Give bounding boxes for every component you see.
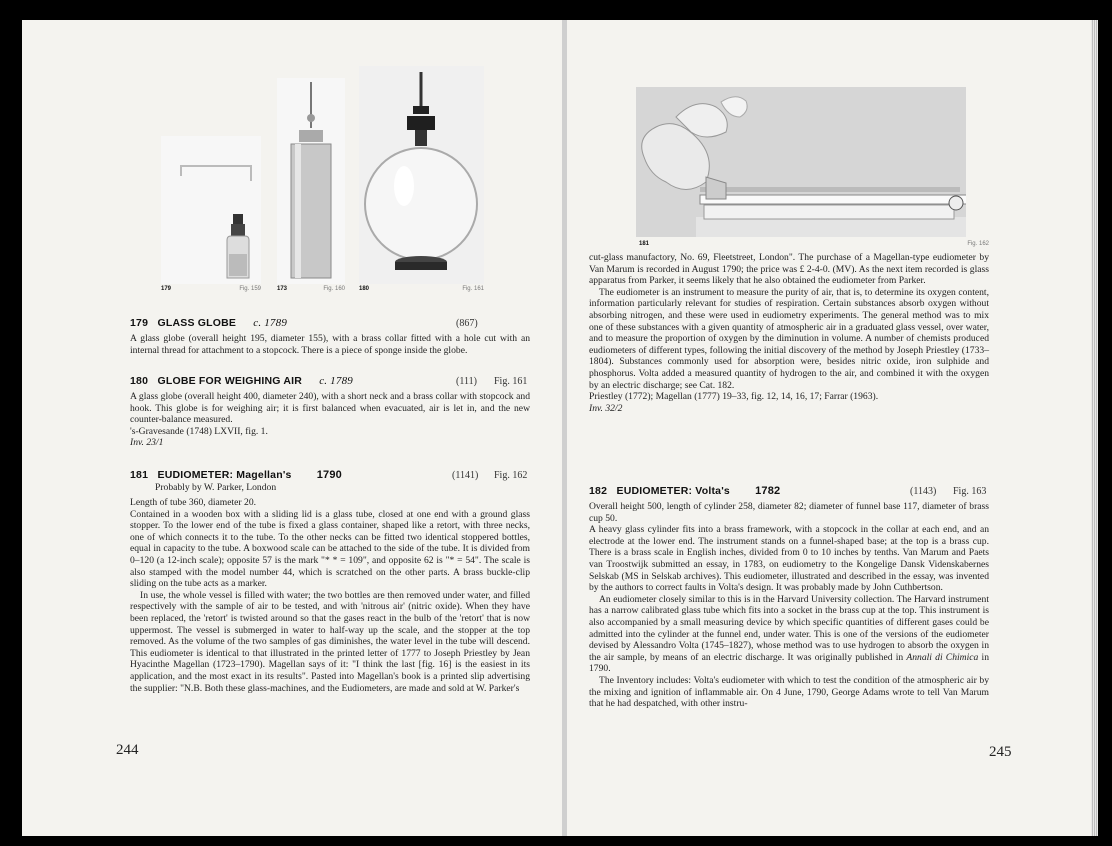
entry-181-inv: (1141) [452, 470, 479, 481]
entry-179-text: A glass globe (overall height 195, diameter 155), with a brass collar fitted with a hole cut with an internal thread for attachment to a stopcock. There is a piece of sponge inside the globe. [130, 333, 530, 356]
entry-179-inv: (867) [456, 318, 478, 329]
entry-180-text: A glass globe (overall height 400, diameter 240), with a short neck and a brass collar with stopcock and hook. This globe is for weighing air; it is first balanced when evacuated, air is let in, and the new counter-balance measured. 's-Gravesande (1748) LXVII, fig. 1. Inv. 23/1 [130, 391, 530, 449]
page-edges [1091, 20, 1098, 836]
entry-182-text: Overall height 500, length of cylinder 258, diameter 82; diameter of funnel base 117, diameter of brass cup 50. A heavy glass cylinder fits into a brass framework, with a stopcock in the collar at each end, and an electrode at the lower end. The instrument stands on a funnel-shaped base; at the top is a brass cup. There is a brass scale in English inches, divided from 0 to 10 inches by tenths. Van Marum and Paets van Troostwijk submitted an essay, in 1783, on eudiometry to the Kongelige Dansk Videnskabernes Selskab (MS in Selskab archives). This eudiometer, illustrated and described in the essay, was invented by the authors to correct faults in Volta's design. It was probably made by John Cuthbertson. An eudiometer closely similar to this is in the Harvard University collection. The Harvard instrument has a narrow calibrated glass tube which fits into a socket in the brass cup at the top. This instrument is also accompanied by a small measuring device by which specific quantities of different gases could be admitted into the cylinder at the funnel end, under water. This is one of the versions of the eudiometer devised by Alessandro Volta (1745–1827), whose method was to use hydrogen to absorb the oxygen in the air sample, by means of an electric discharge. It was originally published in Annali di Chimica in 1790. The Inventory includes: Volta's eudiometer with which to test the condition of the atmospheric air by the mixing and ignition of inflammable air. On 4 June, 1790, George Adams wrote to tell Van Marum that he had despatched, with other instru- [589, 501, 989, 710]
caption-173: 173 Fig. 160 [277, 286, 345, 292]
entry-182-fig: Fig. 163 [953, 486, 987, 497]
photo-glass-globe-179 [161, 136, 261, 284]
metal-cylinder-photo-icon [277, 78, 345, 284]
entry-181-maker: Probably by W. Parker, London [155, 482, 277, 493]
entry-180-fig: Fig. 161 [494, 376, 528, 387]
right-page [567, 20, 1091, 836]
entry-181-fig: Fig. 162 [494, 470, 528, 481]
photo-eudiometer-181 [636, 87, 966, 237]
entry-180-heading: 180 GLOBE FOR WEIGHING AIR c. 1789 [130, 375, 353, 387]
glass-globe-photo-icon [161, 136, 261, 284]
entry-181-text: Length of tube 360, diameter 20. Contained in a wooden box with a sliding lid is a glass tube, closed at one end with a ground glass stopper. To the lower end of the tube is fixed a glass container, shaped like a retort, with three necks, one of which connects it to the tube. To the other necks can be fitted two identical stoppered bottles, equal in capacity to the tube. A boxwood scale can be attached to the side of the tube. It is divided from 0–120 (a 12-inch scale); opposite 57 is the mark "* * = 109", and opposite 62 is "* = 54". The scale is also stamped with the model number 44, which is scratched on the other parts. A brass buckle-clip sliding on the tube acts as a marker. In use, the whole vessel is filled with water; the two bottles are then removed under water, and filled respectively with the sample of air to be tested, and with 'nitrous air' (nitric oxide). When they have been replaced, the 'retort' is twisted around so that the gases react in the bulb of the 'retort' that is now uppermost. The vessel is submerged in water to half-way up the scale, and the stopper at the top removed. As the volume of the two samples of gas diminishes, the water level in the tube will descend. This eudiometer is identical to that illustrated in the printed letter of 1777 to Joseph Priestley by Jean Hyacinthe Magellan (1723–1790). Magellan says of it: "I think the last [fig. 16] is the easiest in its application, and the most exact in its results". Pasted into Magellan's book is a printed slip advertising the supplier: "N.B. Both these glass-machines, and the Eudiometers, are made and sold at W. Parker's [130, 497, 530, 694]
eudiometer-photo-icon [636, 87, 966, 237]
caption-179: 179 Fig. 159 [161, 286, 261, 292]
entry-181-heading: 181 EUDIOMETER: Magellan's 1790 [130, 469, 342, 481]
left-page [22, 20, 562, 836]
photo-globe-weighing-180 [359, 66, 484, 284]
entry-182-inv: (1143) [910, 486, 937, 497]
entry-182-heading: 182 EUDIOMETER: Volta's 1782 [589, 485, 781, 497]
page-number-left: 244 [116, 742, 139, 758]
page-number-right: 245 [989, 744, 1012, 760]
entry-181-continued: cut-glass manufactory, No. 69, Fleetstreet, London". The purchase of a Magellan-type eudiometer by Van Marum is recorded in August 1790; the price was £ 2-4-0. (MV). As the next item recorded is glass apparatus from Parker, it seems likely that he also obtained the eudiometer from Parker. The eudiometer is an instrument to measure the purity of air, that is, to determine its oxygen content, information particularly relevant for studies of respiration. Certain substances absorb oxygen without absorbing nitrogen, and these were used in eudiometry experiments. The general method was to mix one of these substances with a given quantity of atmospheric air in a graduated glass vessel, over water, and to measure the proportion of oxygen by the diminution in volume. A number of chemists produced eudiometers of different types, following the initial discovery of the method by Joseph Priestley (1733–1804). Substances commonly used for absorption were, besides nitric oxide, iron sulphide and phosphorus. Volta added a measured quantity of hydrogen to the air, and combined it with the oxygen by an electric discharge; see Cat. 182. Priestley (1772); Magellan (1777) 19–33, fig. 12, 14, 16, 17; Farrar (1963). Inv. 32/2 [589, 252, 989, 414]
photo-cylinder-173 [277, 78, 345, 284]
caption-181: 181 Fig. 162 [639, 241, 989, 247]
entry-179-heading: 179 GLASS GLOBE c. 1789 [130, 317, 288, 329]
entry-180-inv: (111) [456, 376, 477, 387]
caption-180: 180 Fig. 161 [359, 286, 484, 292]
weighing-globe-photo-icon [359, 66, 484, 284]
